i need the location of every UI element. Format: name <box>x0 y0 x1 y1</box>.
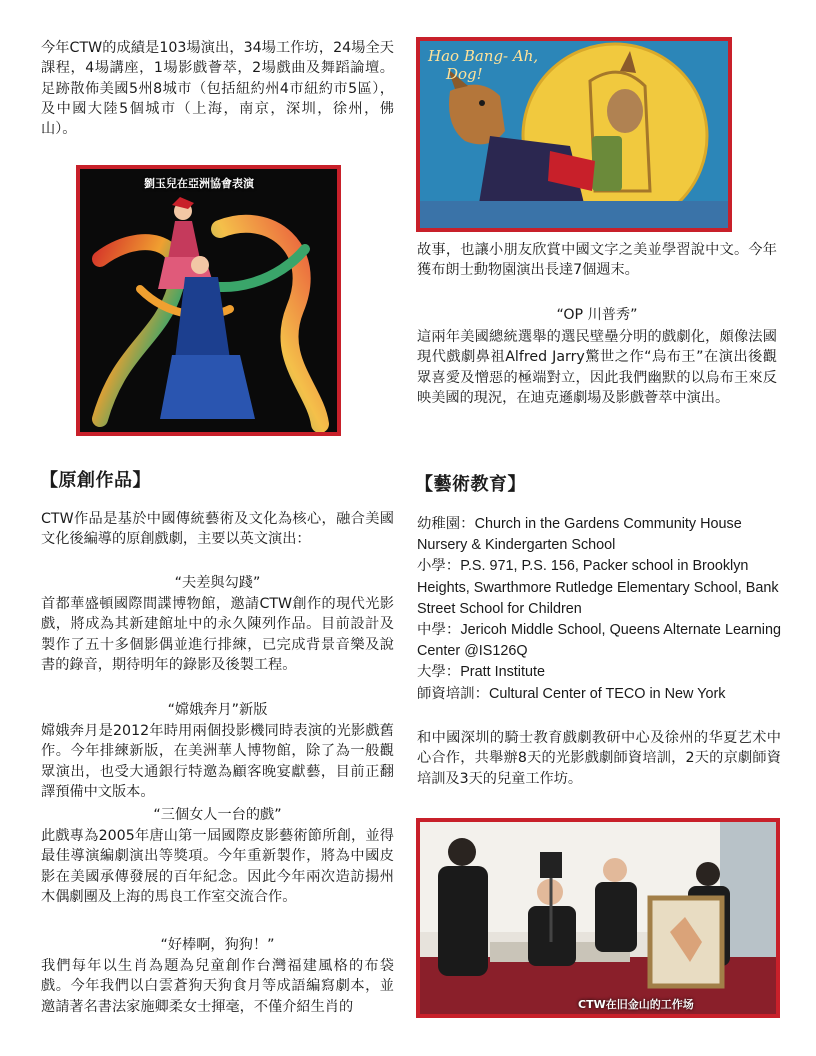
school-label: 大學： <box>417 664 461 681</box>
arts-education-heading: 【藝術教育】 <box>415 474 526 495</box>
poster-title <box>428 47 538 83</box>
work-body-4: 我們每年以生肖為題為兒童創作台灣福建風格的布袋戲。今年我們以白雲蒼狗天狗食月等成語編寫劇本，並邀請著名書法家施卿柔女士揮毫，不僅介紹生肖的 <box>41 958 394 1015</box>
school-entry-kindergarten <box>417 514 781 556</box>
dancer-photo-caption: 劉玉兒在亞洲協會表演 <box>144 177 254 190</box>
original-works-heading: 【原創作品】 <box>40 470 151 491</box>
original-works-intro: CTW作品是基於中國傳統藝術及文化為核心，融合美國文化後編導的原創戲劇，主要以英文演出： <box>41 511 394 548</box>
work-title-2: “嫦娥奔月”新版 <box>167 702 268 718</box>
school-label: 師資培訓： <box>417 685 489 702</box>
poster-title-line-2: Dog! <box>446 65 483 83</box>
school-names: Cultural Center of TECO in New York <box>488 685 726 702</box>
workshop-photo <box>416 818 780 1018</box>
intro-paragraph: 今年CTW的成績是103場演出，34場工作坊，24場全天課程，4場講座，1場影戲薈萃，2場戲曲及舞蹈論壇。足跡散佈美國5州8城市（包括紐約州4市紐約市5區），及中國大陸5個城市（上海，南京，深圳，徐州，佛山）。 <box>41 40 394 138</box>
dancer-photo <box>76 165 341 436</box>
school-names: Pratt Institute <box>460 664 545 681</box>
work-body-1: 首都華盛頓國際間諜博物館，邀請CTW創作的現代光影戲，將成為其新建館址中的永久陳列作品。目前設計及製作了五十多個影偶並進行排練，已完成背景音樂及說書的錄音，期待明年的錄影及後製工程。 <box>41 596 394 673</box>
workshop-photo-caption: CTW在旧金山的工作场 <box>578 998 694 1011</box>
school-label: 中學： <box>417 622 461 639</box>
dancer-illustration <box>80 169 337 432</box>
dog-poster <box>416 37 732 232</box>
poster-title-line-1: Hao Bang- Ah, <box>428 47 539 65</box>
school-entry-teacher-training <box>417 684 781 705</box>
school-names: P.S. 971, P.S. 156, Packer school in Brooklyn Heights, Swarthmore Rutledge Elementary School, Bank Street School for Children <box>417 558 779 617</box>
work-title-1: “夫差與勾踐” <box>174 575 261 591</box>
workshop-illustration <box>420 822 776 1014</box>
work-title-4: “好棒啊，狗狗！” <box>160 937 275 953</box>
school-label: 小學： <box>417 558 461 575</box>
work-body-3: 此戲專為2005年唐山第一屆國際皮影藝術節所創，並得最佳導演編劇演出等獎項。今年重新製作，將為中國皮影在美國承傳發展的百年紀念。因此今年兩次造訪揚州木偶劇團及上海的馬良工作室交流合作。 <box>41 828 394 905</box>
dog-show-continuation: 故事，也讓小朋友欣賞中國文字之美並學習說中文。今年獲布朗士動物園演出長達7個週末。 <box>417 242 777 279</box>
china-programs-paragraph: 和中國深圳的騎士教育戲劇教研中心及徐州的华夏艺术中心合作，共舉辦8天的光影戲劇師資培訓，2天的京劇師資培訓及3天的兒童工作坊。 <box>417 730 781 787</box>
school-list <box>417 514 781 705</box>
work-title-3: “三個女人一台的戲” <box>153 807 282 823</box>
op-show-title: “OP 川普秀” <box>556 307 638 323</box>
school-entry-middle <box>417 620 781 662</box>
school-entry-university <box>417 662 781 683</box>
school-label: 幼稚園： <box>417 516 475 532</box>
work-body-2: 嫦娥奔月是2012年時用兩個投影機同時表演的光影戲舊作。今年排練新版，在美洲華人博物館，除了為一般觀眾演出，也受大通銀行特邀為顧客晚宴獻藝，目前正翻譯預備中文版本。 <box>41 723 394 800</box>
school-names: Jericoh Middle School, Queens Alternate Learning Center @IS126Q <box>417 622 781 660</box>
op-show-body: 這兩年美國總統選舉的選民壁壘分明的戲劇化，頗像法國現代戲劇鼻祖Alfred Jarry驚世之作“烏布王”在演出後觀眾喜愛及憎惡的極端對立，因此我們幽默的以烏布王來反映美國的現況，在迪克遜劇場及影戲薈萃中演出。 <box>417 329 777 406</box>
school-entry-elementary <box>417 556 781 620</box>
school-names: Church in the Gardens Community House Nursery & Kindergarten School <box>417 516 742 554</box>
